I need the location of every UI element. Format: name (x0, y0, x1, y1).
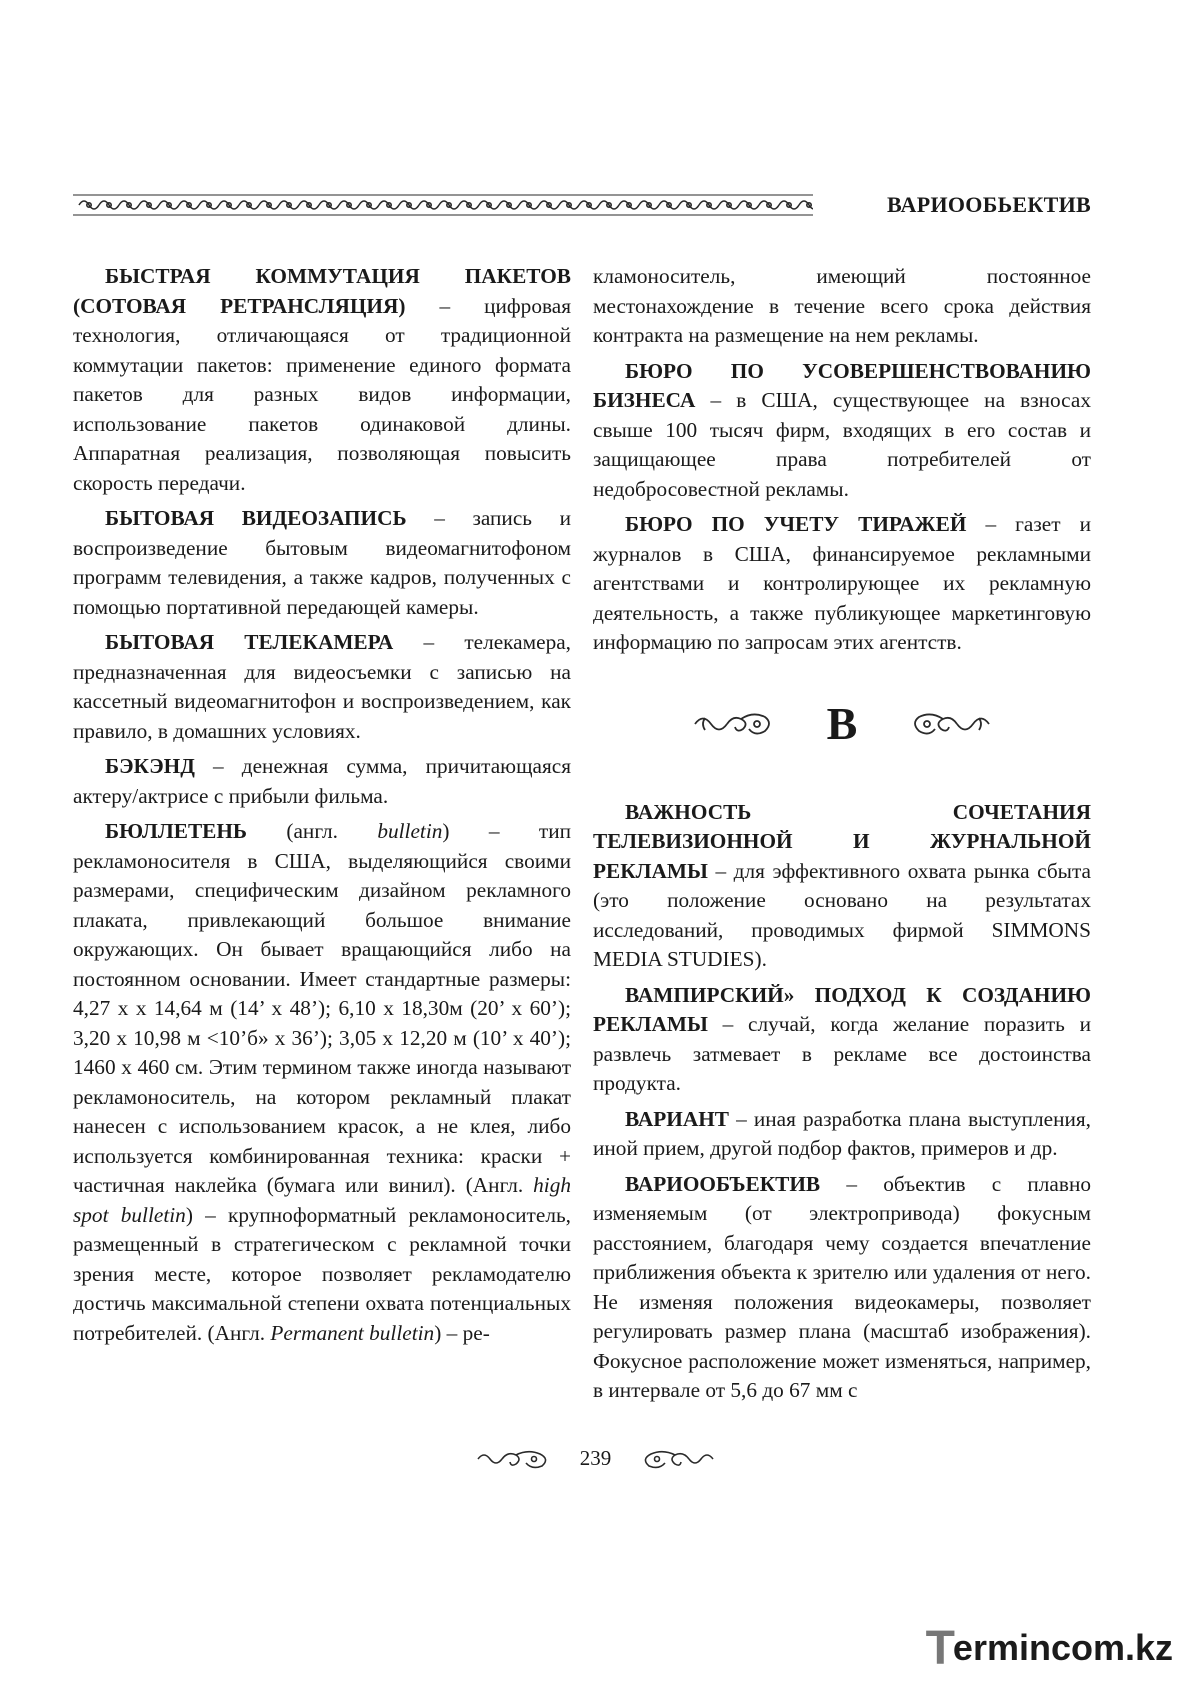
running-head: ВАРИООБЬЕКТИВ (886, 192, 1091, 217)
section-divider (593, 684, 1091, 764)
entry-term: БЮЛЛЕТЕНЬ (105, 819, 247, 843)
entry-italic: bulletin (377, 819, 443, 843)
footer-ornament-left-icon (476, 1447, 554, 1471)
entry-term: ВАРИАНТ (625, 1106, 729, 1131)
entry-italic: high spot bulletin (73, 1173, 571, 1227)
entry-definition: – в США, существующее на взносах свыше 100 тысяч фирм, входящих в его состав и защищающее права потребителей от недобросовестной рекламы. (593, 388, 1091, 501)
watermark-text: ermincom.kz (952, 1627, 1173, 1668)
entry (593, 357, 1091, 505)
entry-definition: – денежная сумма, причитающаяся актеру/актрисе с прибыли фильма. (73, 754, 571, 808)
entry-definition: ) – тип рекламоносителя в США, выделяющийся своими размерами, специфическим дизайном рекламного плаката, привлекающий большое внимание окружающих. Он бывает вращающийся либо на постоянном основании. Имеет стандартные размеры: 4,27 х х 14,64 м (14’ х 48’); 6,10 х 18,30м (20’ х 60’); 3,20 х 10,98 м <10’б» х 36’); 3,05 х 12,20 м (10’ х 40’); 1460 х 460 см. Этим термином также иногда называют рекламоноситель, на котором рекламный плакат нанесен с использованием красок, а не клея, либо используется комбинированная техника: краски + частичная наклейка (бумага или винил). (Англ. (73, 819, 571, 1197)
entry-definition: – телекамера, предназначенная для видеосъемки с записью на кассетный видеомагнитофон и воспроизведением, как правило, в домашних условиях. (73, 630, 571, 743)
entry-term: БЭКЭНД (105, 754, 195, 778)
ornament-left-icon (693, 709, 775, 739)
entry-term: БЫТОВАЯ ВИДЕОЗАПИСЬ (105, 506, 407, 530)
entry-definition: – запись и воспроизведение бытовым видеомагнитофоном программ телевидения, а также кадров, полученных с помощью портативной передающей камеры. (73, 506, 571, 619)
ornament-right-icon (909, 709, 991, 739)
page-number: 239 (579, 1446, 612, 1470)
section-letter: В (826, 697, 858, 749)
entry-definition: – цифровая технология, отличающаяся от традиционной коммутации пакетов: применение единого формата пакетов для разных видов информации, использование пакетов одинаковой длины. Аппаратная реализация, позволяющая повысить скорость передачи. (73, 293, 571, 495)
left-column (73, 262, 571, 1354)
entry-term: БЫТОВАЯ ТЕЛЕКАМЕРА (105, 630, 394, 654)
entry (593, 1105, 1091, 1164)
entry (73, 262, 571, 498)
entry-definition: – газет и журналов в США, финансируемое рекламными агентствами и контролирующее их рекламную деятельность, а также публикующее маркетинговую информацию по запросам этих агентств. (593, 512, 1091, 654)
entry-definition: ) – ре- (434, 1320, 490, 1345)
site-watermark-logo (925, 1621, 1173, 1675)
entry (593, 798, 1091, 975)
entry-term: БЫСТРАЯ КОММУТАЦИЯ ПАКЕТОВ (СОТОВАЯ РЕТРАНСЛЯЦИЯ) (73, 264, 571, 318)
entry-term: ВАМПИРСКИЙ» ПОДХОД К СОЗДАНИЮ РЕКЛАМЫ (593, 982, 1091, 1036)
entry-continuation: кламоноситель, имеющий постоянное местонахождение в течение всего срока действия контракта на размещение на нем рекламы. (593, 264, 1091, 347)
entry-term: ВАРИООБЪЕКТИВ (625, 1171, 821, 1196)
entry (73, 628, 571, 746)
entry-definition: (англ. (247, 819, 378, 843)
header-ornament-band (73, 193, 813, 217)
entry (73, 817, 571, 1348)
entry (593, 1170, 1091, 1406)
entry (73, 504, 571, 622)
entry-definition: – случай, когда желание поразить и развлечь затмевает в рекламе все достоинства продукта. (593, 1012, 1091, 1095)
entry-italic: Permanent bulletin (270, 1320, 435, 1345)
footer-ornament-right-icon (637, 1447, 715, 1471)
entry-term: БЮРО ПО УЧЕТУ ТИРАЖЕЙ (625, 512, 967, 536)
watermark-letter: T (925, 1621, 955, 1675)
entry (73, 752, 571, 811)
right-column (593, 262, 1091, 1412)
entry (593, 981, 1091, 1099)
entry (593, 510, 1091, 658)
entry-definition: – иная разработка плана выступления, иной прием, другой подбор фактов, примеров и др. (593, 1106, 1091, 1160)
entry-definition: – объектив с плавно изменяемым (от электропривода) фокусным расстоянием, благодаря чему создается впечатление приближения объекта к зрителю или удаления от него. Не изменяя положения видеокамеры, позволяет регулировать размер плана (масштаб изображения). Фокусное расположение может изменяться, например, в интервале от 5,6 до 67 мм с (593, 1171, 1091, 1402)
page-footer (0, 1446, 1191, 1471)
entry-term: БЮРО ПО УСОВЕРШЕНСТВОВАНИЮ БИЗНЕСА (593, 358, 1091, 412)
entry-definition: – для эффективного охвата рынка сбыта (это положение основано на результатах исследований, проводимых фирмой SIMMONS MEDIA STUDIES). (593, 858, 1091, 971)
entry-term: ВАЖНОСТЬ СОЧЕТАНИЯ ТЕЛЕВИЗИОННОЙ И ЖУРНАЛЬНОЙ РЕКЛАМЫ (593, 799, 1091, 883)
entry-definition: ) – крупноформатный рекламоноситель, размещенный в стратегическом с рекламной точки зрения месте, которое позволяет рекламодателю достичь максимальной степени охвата потенциальных потребителей. (Англ. (73, 1202, 571, 1345)
